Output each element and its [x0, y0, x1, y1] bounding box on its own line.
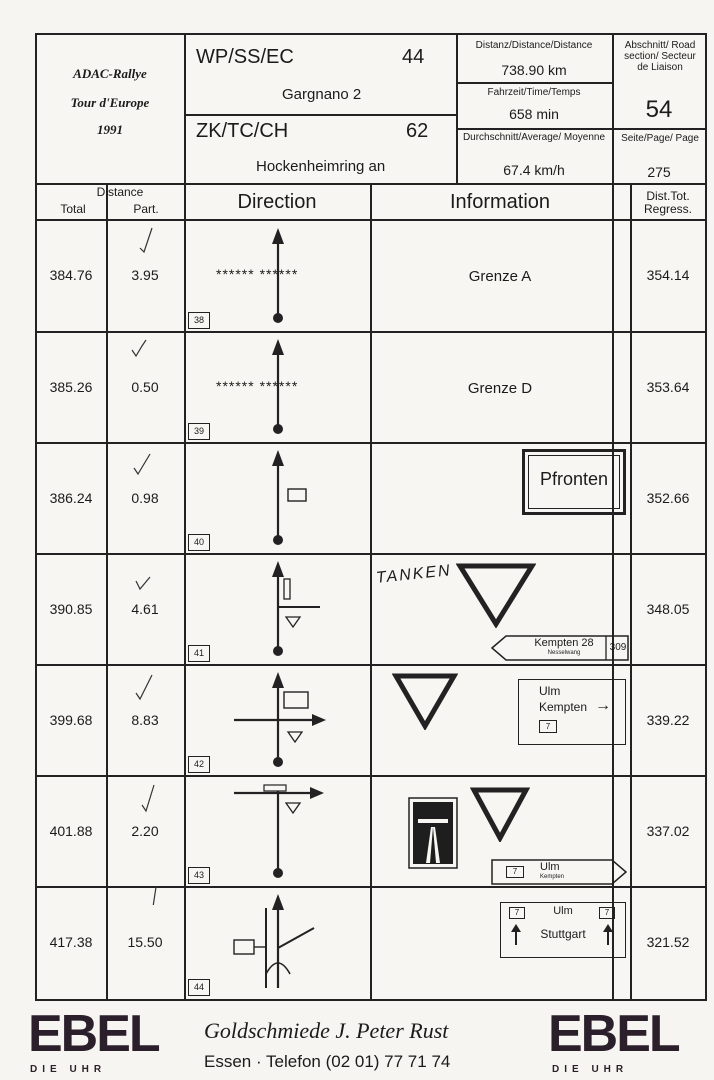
row5-direction-diagram	[186, 666, 368, 774]
row2-part: 0.50	[131, 379, 159, 395]
yield-sign-row4	[456, 562, 536, 628]
ulm-label-row6: Ulm	[540, 861, 560, 873]
ebel-logo-left: EBEL	[28, 1005, 159, 1063]
rally-year: 1991	[97, 122, 123, 137]
right-arrow-icon: →	[595, 697, 611, 714]
row4-direction-diagram	[186, 555, 368, 663]
stuttgart-label: Stuttgart	[540, 927, 586, 941]
col-dist-tot: Dist.Tot.	[646, 189, 690, 203]
wp-name: Gargnano 2	[282, 86, 362, 103]
shop-name: Goldschmiede J. Peter Rust	[204, 1018, 449, 1043]
route-7-badge: 7	[539, 720, 557, 733]
check-marks	[120, 222, 160, 552]
row4-number: 41	[188, 645, 210, 662]
row4-regress: 348.05	[646, 601, 690, 617]
row3-info: Pfronten	[539, 469, 609, 489]
row6-total: 401.88	[49, 823, 93, 839]
row7-regress: 321.52	[646, 934, 690, 950]
row5-total: 399.68	[49, 712, 93, 728]
ulm-label-row7: Ulm	[553, 905, 573, 917]
page-label: Seite/Page/ Page	[621, 133, 699, 144]
col-direction: Direction	[237, 191, 317, 213]
ulm-stuttgart-sign	[500, 902, 626, 958]
col-total: Total	[60, 202, 86, 216]
row2-total: 385.26	[49, 379, 93, 395]
row4-total: 390.85	[49, 601, 93, 617]
time-label: Fahrzeit/Time/Temps	[487, 87, 581, 98]
row2-info: Grenze D	[467, 380, 533, 397]
row1-total: 384.76	[49, 267, 93, 283]
row5-part: 8.83	[131, 712, 159, 728]
zk-label: ZK/TC/CH	[196, 120, 289, 142]
ulm-label: Ulm	[539, 684, 561, 698]
rally-name-2: Tour d'Europe	[70, 95, 150, 110]
road-309-label: 309	[609, 642, 627, 653]
wp-number: 44	[402, 46, 425, 68]
section-label: Abschnitt/ Road section/ Secteur de Liaison	[624, 40, 696, 73]
row7-total: 417.38	[49, 934, 93, 950]
shop-contact: Essen · Telefon (02 01) 77 71 74	[204, 1052, 451, 1071]
row3-regress: 352.66	[646, 490, 690, 506]
row6-direction-diagram	[186, 777, 368, 885]
row5-number: 42	[188, 756, 210, 773]
pfronten-town-sign	[522, 449, 626, 515]
route-7-badge-row6: 7	[506, 866, 524, 878]
row7-part: 15.50	[127, 934, 163, 950]
yield-sign-row5	[392, 672, 458, 730]
check-marks-lower	[120, 575, 160, 905]
ebel-sub-left: DIE UHR	[30, 1064, 107, 1075]
row2-regress: 353.64	[646, 379, 690, 395]
row6-number: 43	[188, 867, 210, 884]
ulm-kempten-sign	[518, 679, 626, 745]
distance-value: 738.90 km	[501, 62, 567, 78]
row1-border-marks: ****** ******	[216, 266, 299, 282]
col-part: Part.	[133, 202, 159, 216]
nesselwang-label: Nesselwang	[547, 650, 581, 656]
row4-handwritten-note: TANKEN	[375, 562, 453, 587]
row1-info: Grenze A	[468, 268, 532, 285]
zk-name: Hockenheimring an	[256, 158, 386, 175]
ebel-logo-right: EBEL	[548, 1005, 679, 1063]
time-value: 658 min	[509, 106, 559, 122]
row6-regress: 337.02	[646, 823, 690, 839]
row7-direction-diagram	[186, 888, 368, 996]
col-information: Information	[449, 191, 551, 213]
col-regress: Regress.	[643, 202, 693, 216]
zk-number: 62	[406, 120, 429, 142]
kempten-label-row6: Kempten	[540, 874, 565, 880]
row5-regress: 339.22	[646, 712, 690, 728]
row3-part: 0.98	[131, 490, 159, 506]
kempten-label: Kempten	[539, 700, 588, 714]
row7-number: 44	[188, 979, 210, 996]
row3-direction-diagram	[186, 444, 368, 552]
motorway-sign	[408, 797, 458, 869]
ebel-sub-right: DIE UHR	[552, 1064, 629, 1075]
row2-border-marks: ****** ******	[216, 378, 299, 394]
row4-part: 4.61	[131, 601, 159, 617]
rally-name-1: ADAC-Rallye	[73, 66, 147, 81]
row3-total: 386.24	[49, 490, 93, 506]
row2-number: 39	[188, 423, 210, 440]
average-label: Durchschnitt/Average/ Moyenne	[462, 132, 606, 143]
row1-regress: 354.14	[646, 267, 690, 283]
up-arrow-icon	[601, 923, 615, 947]
wp-label: WP/SS/EC	[196, 46, 294, 68]
page-value: 275	[647, 164, 671, 180]
col-distance: Distance	[96, 185, 144, 199]
average-value: 67.4 km/h	[503, 162, 565, 178]
kempten-28-label: Kempten 28	[534, 637, 594, 649]
row1-part: 3.95	[131, 267, 159, 283]
row1-number: 38	[188, 312, 210, 329]
distance-label: Distanz/Distance/Distance	[475, 40, 593, 51]
row6-part: 2.20	[131, 823, 159, 839]
row3-number: 40	[188, 534, 210, 551]
yield-sign-row6	[470, 786, 530, 842]
up-arrow-icon	[509, 923, 523, 947]
route-7-badge-left: 7	[509, 907, 525, 919]
section-value: 54	[645, 96, 673, 123]
route-7-badge-right: 7	[599, 907, 615, 919]
